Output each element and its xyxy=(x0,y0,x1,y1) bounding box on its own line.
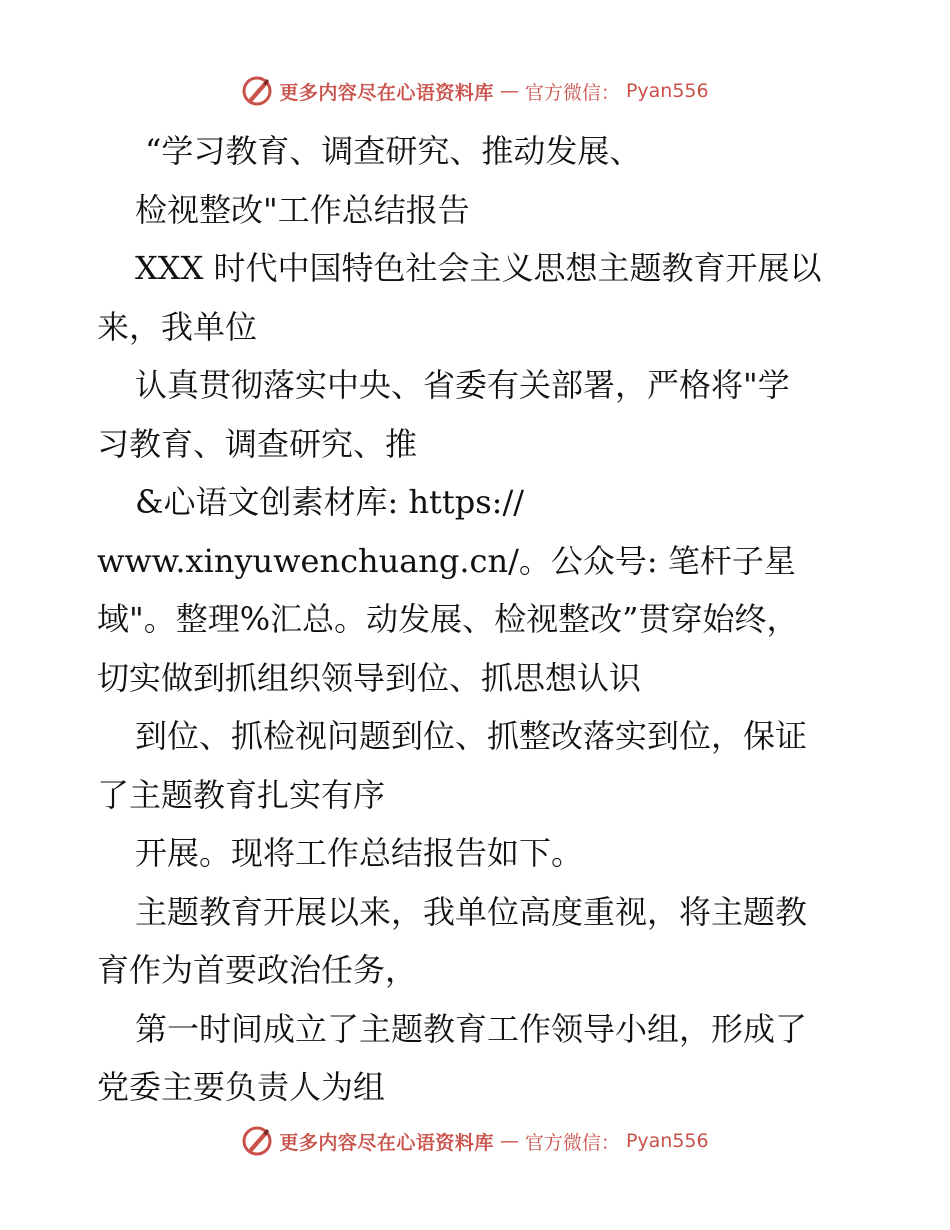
watermark-brand-text: 更多内容尽在心语资料库 xyxy=(279,1131,494,1154)
paragraph-line: 域"。整理%汇总。动发展、检视整改”贯穿始终， xyxy=(97,600,799,638)
watermark-wechat-label: 官方微信： xyxy=(524,1131,620,1154)
paragraph-line: 了主题教育扎实有序 xyxy=(97,775,386,814)
pen-logo-icon xyxy=(241,1125,273,1157)
watermark-separator: — xyxy=(499,1130,519,1152)
paragraph-line: 第一时间成立了主题教育工作领导小组，形成了 xyxy=(135,1009,808,1048)
watermark-separator: — xyxy=(499,80,519,102)
paragraph-line: 来，我单位 xyxy=(97,307,258,346)
paragraph-line: 育作为首要政治任务， xyxy=(97,951,418,989)
document-body xyxy=(97,122,857,1117)
paragraph-line: XXX 时代中国特色社会主义思想主题教育开展以 xyxy=(135,249,822,287)
pen-logo-icon xyxy=(241,75,273,107)
watermark-wechat-id: Pyan556 xyxy=(625,1130,709,1152)
watermark-wechat-label: 官方微信： xyxy=(524,81,620,104)
document-title-line-2: 检视整改"工作总结报告 xyxy=(135,190,470,229)
paragraph-line: 开展。现将工作总结报告如下。 xyxy=(135,834,584,872)
document-title-line-1: “学习教育、调查研究、推动发展、 xyxy=(145,132,642,170)
paragraph-line: 切实做到抓组织领导到位、抓思想认识 xyxy=(97,658,642,697)
header-watermark xyxy=(0,71,950,111)
paragraph-line: &心语文创素材库: https:// xyxy=(135,483,525,521)
paragraph-line: 到位、抓检视问题到位、抓整改落实到位，保证 xyxy=(135,717,808,755)
paragraph-line: 主题教育开展以来，我单位高度重视，将主题教 xyxy=(135,892,808,931)
paragraph-line: 习教育、调查研究、推 xyxy=(97,424,418,463)
footer-watermark xyxy=(0,1121,950,1161)
paragraph-line: 党委主要负责人为组 xyxy=(97,1068,386,1106)
watermark-brand-text: 更多内容尽在心语资料库 xyxy=(279,81,494,104)
paragraph-line: www.xinyuwenchuang.cn/。公众号: 笔杆子星 xyxy=(97,541,796,580)
watermark-wechat-id: Pyan556 xyxy=(625,80,709,102)
paragraph-line: 认真贯彻落实中央、省委有关部署，严格将"学 xyxy=(135,366,790,404)
